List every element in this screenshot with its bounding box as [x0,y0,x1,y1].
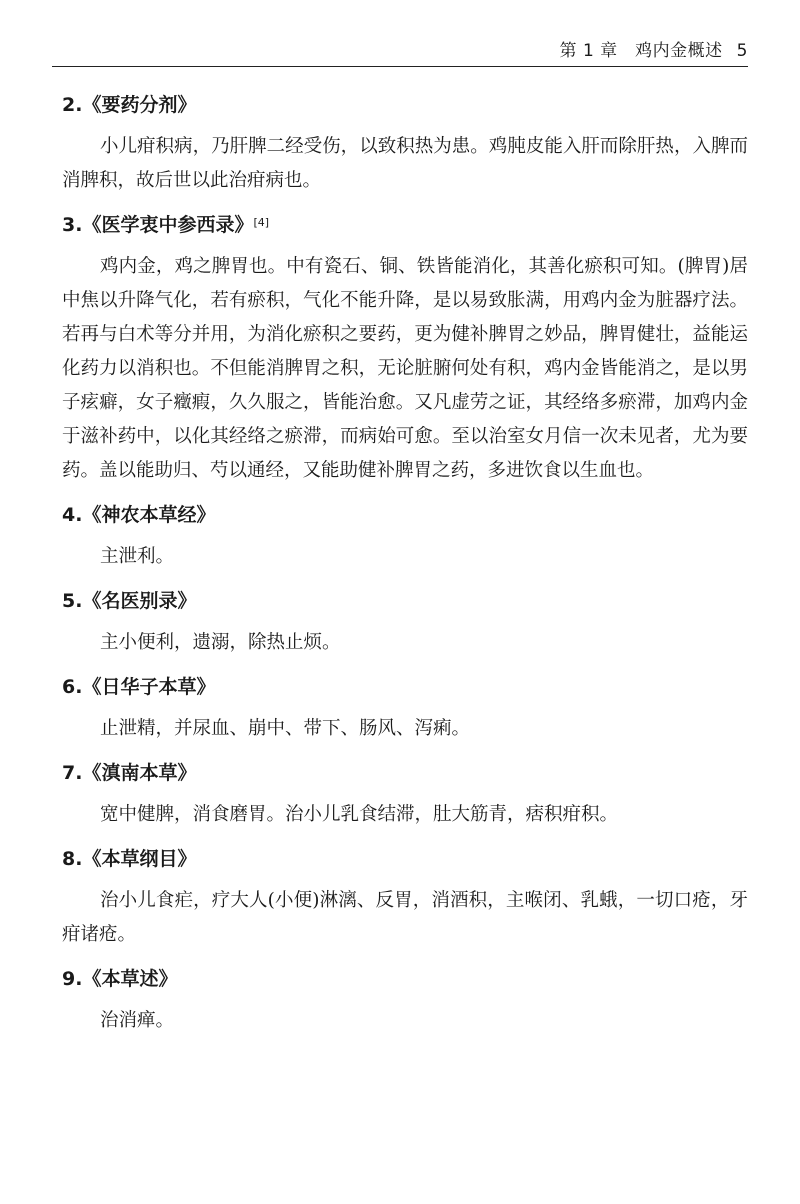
section-mingyi-bielu [62,588,748,660]
section-heading: 8.《本草纲目》 [62,848,197,870]
header-rule [52,66,748,67]
section-body: 主小便利，遗溺，除热止烦。 [100,632,341,653]
section-body: 治消瘅。 [100,1010,175,1031]
section-heading: 7.《滇南本草》 [62,762,197,784]
running-header [560,36,748,61]
page-content [62,92,748,1052]
section-yixue-zhongzhong-canxi-lu [62,212,748,488]
section-body: 小儿疳积病，乃肝脾二经受伤，以致积热为患。鸡肫皮能入肝而除肝热，入脾而消脾积，故后世以此治疳病也。 [62,136,748,191]
section-shennong-bencao-jing [62,502,748,574]
section-heading: 9.《本草述》 [62,968,178,990]
section-body: 主泄利。 [100,546,175,567]
section-diannan-bencao [62,760,748,832]
section-body: 治小儿食疟，疗大人(小便)淋漓、反胃，消酒积，主喉闭、乳蛾，一切口疮，牙疳诸疮。 [62,890,748,945]
section-yaoyao-fenji [62,92,748,198]
section-bencao-shu [62,966,748,1038]
section-rihuazi-bencao [62,674,748,746]
reference-marker: [4] [253,216,270,229]
section-body: 宽中健脾，消食磨胃。治小儿乳食结滞，肚大筋青，痞积疳积。 [100,804,619,825]
section-body: 止泄精，并尿血、崩中、带下、肠风、泻痢。 [100,718,471,739]
section-body: 鸡内金，鸡之脾胃也。中有瓷石、铜、铁皆能消化，其善化瘀积可知。(脾胃)居中焦以升降气化，若有瘀积，气化不能升降，是以易致胀满，用鸡内金为脏器疗法。若再与白术等分并用，为消化瘀积之要药，更为健补脾胃之妙品，脾胃健壮，益能运化药力以消积也。不但能消脾胃之积，无论脏腑何处有积，鸡内金皆能消之，是以男子痃癖，女子癥瘕，久久服之，皆能治愈。又凡虚劳之证，其经络多瘀滞，加鸡内金于滋补药中，以化其经络之瘀滞，而病始可愈。至以治室女月信一次未见者，尤为要药。盖以能助归、芍以通经，又能助健补脾胃之药，多进饮食以生血也。 [62,256,748,481]
page-number: 5 [736,41,748,61]
section-heading: 6.《日华子本草》 [62,676,216,698]
section-heading: 2.《要药分剂》 [62,94,197,116]
section-heading: 5.《名医别录》 [62,590,197,612]
chapter-title: 第 1 章 鸡内金概述 [559,41,723,61]
section-heading: 4.《神农本草经》 [62,504,216,526]
section-heading: 3.《医学衷中参西录》[4] [62,214,270,236]
section-bencao-gangmu [62,846,748,952]
